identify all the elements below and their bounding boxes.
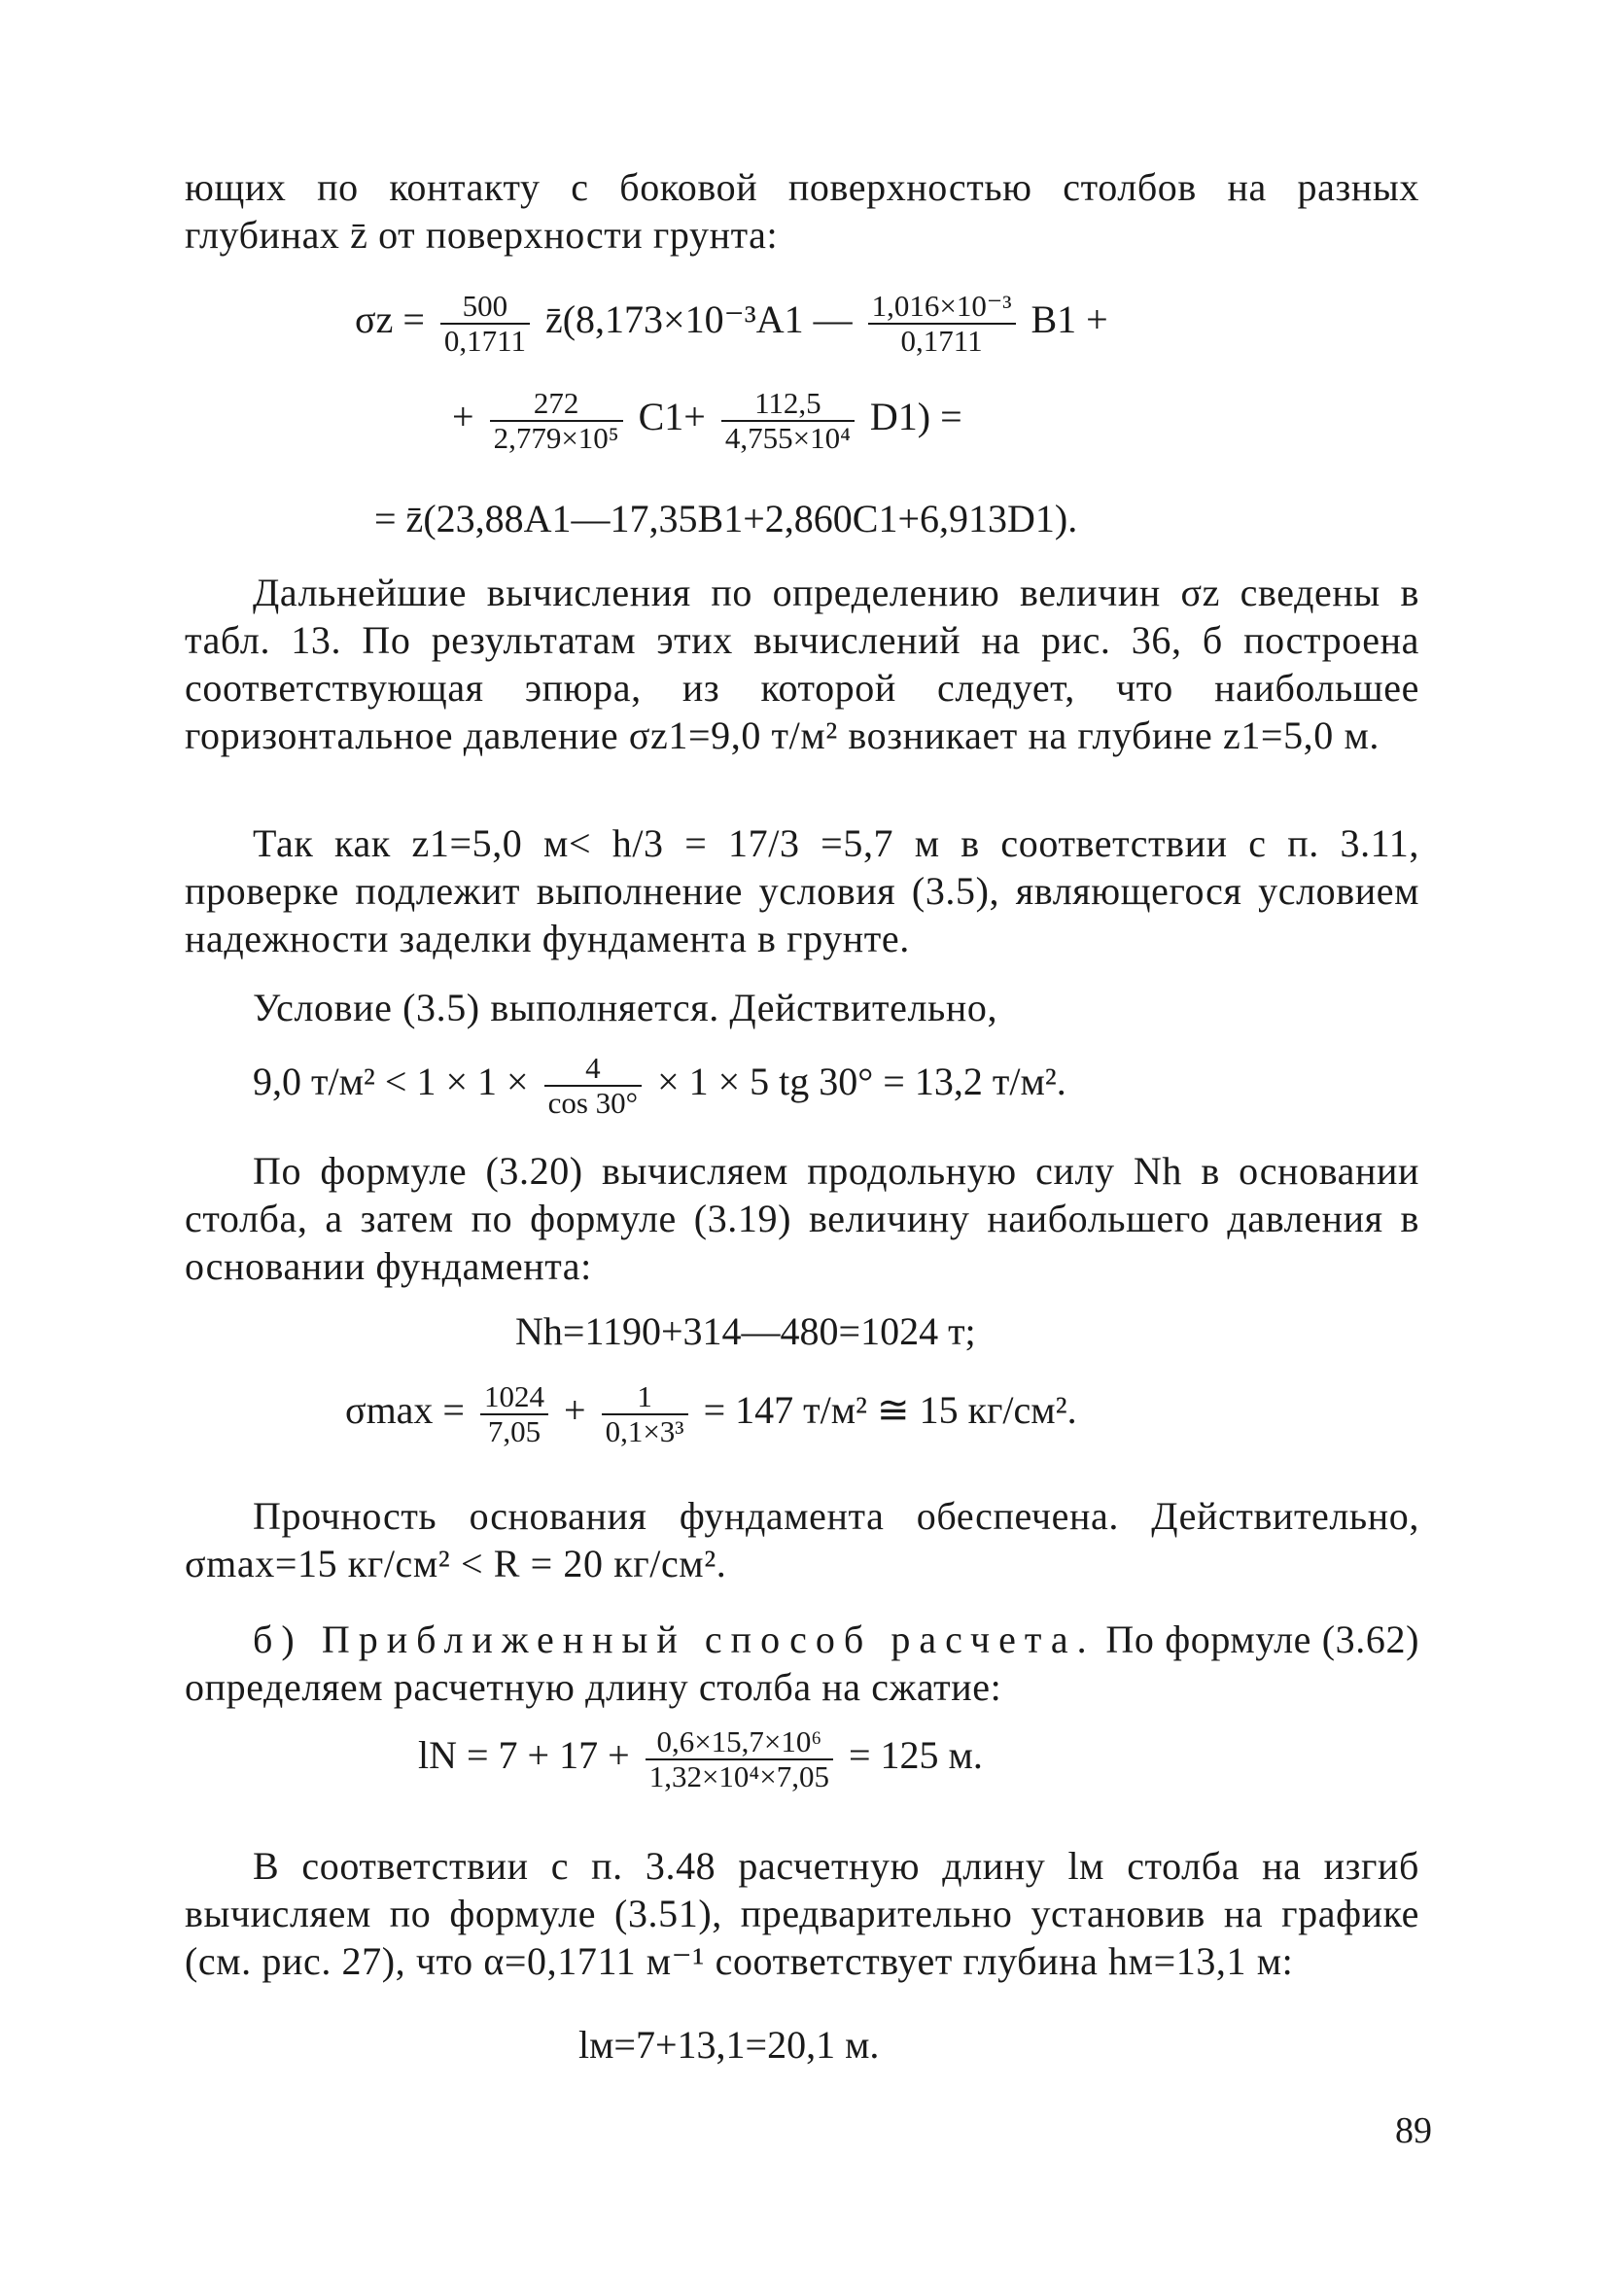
fraction [602, 1380, 688, 1448]
strength-paragraph: Прочность основания фундамента обеспечена. Действительно, σmax=15 кг/см² < R = 20 кг/см². [185, 1494, 1419, 1585]
fraction [646, 1725, 833, 1793]
eq-text: σz = [355, 297, 425, 342]
further-calc-paragraph: Дальнейшие вычисления по определению величин σz сведены в табл. 13. По результатам этих вычислений на рис. 36, б построена соответствующая эпюра, из которой следует, что наибольшее горизонтальное давление σz1=9,0 т/м² возникает на глубине z1=5,0 м. [185, 571, 1419, 757]
ln-equation [418, 1725, 983, 1793]
fraction [868, 290, 1016, 358]
nh-equation: Nh=1190+314—480=1024 т; [515, 1309, 976, 1353]
since-paragraph: Так как z1=5,0 м< h/3 = 17/3 =5,7 м в соответствии с п. 3.11, проверке подлежит выполнение условия (3.5), являющегося условием надежности заделки фундамента в грунте. [185, 821, 1419, 960]
accordance-paragraph: В соответствии с п. 3.48 расчетную длину lм столба на изгиб вычисляем по формуле (3.51), предварительно установив на графике (см. рис. 27), что α=0,1711 м⁻¹ соответствует глубина hм=13,1 м: [185, 1844, 1419, 1983]
sigma-z-equation-line-2 [452, 387, 962, 455]
denominator: 0,1×3³ [605, 1414, 684, 1448]
approx-method-text: По формуле (3.62) определяем расчетную длину столба на сжатие: [185, 1618, 1419, 1709]
lm-equation: lм=7+13,1=20,1 м. [578, 2023, 880, 2067]
eq-text: = 125 м. [848, 1733, 983, 1778]
denominator: 0,1711 [443, 324, 526, 358]
condition-equation [253, 1052, 1066, 1120]
intro-paragraph: ющих по контакту с боковой поверхностью столбов на разных глубинах z̄ от поверхности грунта: [185, 165, 1419, 257]
eq-text: 9,0 т/м² < 1 × 1 × [253, 1060, 529, 1104]
denominator: cos 30° [547, 1086, 639, 1120]
numerator: 1 [602, 1380, 688, 1415]
eq-text: = 147 т/м² ≅ 15 кг/см². [703, 1388, 1077, 1433]
approx-method-heading: б) Приближенный способ расчета. [253, 1618, 1096, 1661]
denominator: 7,05 [487, 1414, 541, 1448]
eq-text: C1+ [638, 395, 706, 439]
denominator: 2,779×10⁵ [493, 421, 619, 455]
fraction [721, 387, 855, 455]
approx-method-paragraph [185, 1616, 1419, 1711]
denominator: 4,755×10⁴ [724, 421, 851, 455]
numerator: 1024 [480, 1380, 548, 1415]
eq-text: D1) = [869, 395, 962, 439]
eq-text: z̄(8,173×10⁻³A1 — [544, 297, 853, 342]
numerator: 1,016×10⁻³ [868, 290, 1016, 325]
condition-paragraph: Условие (3.5) выполняется. Действительно, [253, 986, 998, 1029]
fraction [490, 387, 623, 455]
fraction [440, 290, 530, 358]
denominator: 1,32×10⁴×7,05 [648, 1759, 829, 1793]
eq-text: + [564, 1388, 586, 1433]
eq-text: × 1 × 5 tg 30° = 13,2 т/м². [657, 1060, 1066, 1104]
eq-text: + [452, 395, 474, 439]
denominator: 0,1711 [900, 324, 983, 358]
eq-text: lN = 7 + 17 + [418, 1733, 630, 1778]
numerator: 112,5 [721, 387, 855, 422]
numerator: 272 [490, 387, 623, 422]
numerator: 0,6×15,7×10⁶ [646, 1725, 833, 1760]
sigma-z-equation-line-3: = z̄(23,88A1—17,35B1+2,860C1+6,913D1). [374, 497, 1078, 540]
formula-paragraph: По формуле (3.20) вычисляем продольную силу Nh в основании столба, а затем по формуле (3.19) величину наибольшего давления в основании фундамента: [185, 1149, 1419, 1288]
sigma-max-equation [345, 1380, 1077, 1448]
sigma-z-equation-line-1 [355, 290, 1108, 358]
eq-text: σmax = [345, 1388, 465, 1433]
fraction [544, 1052, 642, 1120]
numerator: 4 [544, 1052, 642, 1087]
fraction [480, 1380, 548, 1448]
page-number: 89 [1395, 2110, 1432, 2151]
numerator: 500 [440, 290, 530, 325]
eq-text: B1 + [1031, 297, 1108, 342]
